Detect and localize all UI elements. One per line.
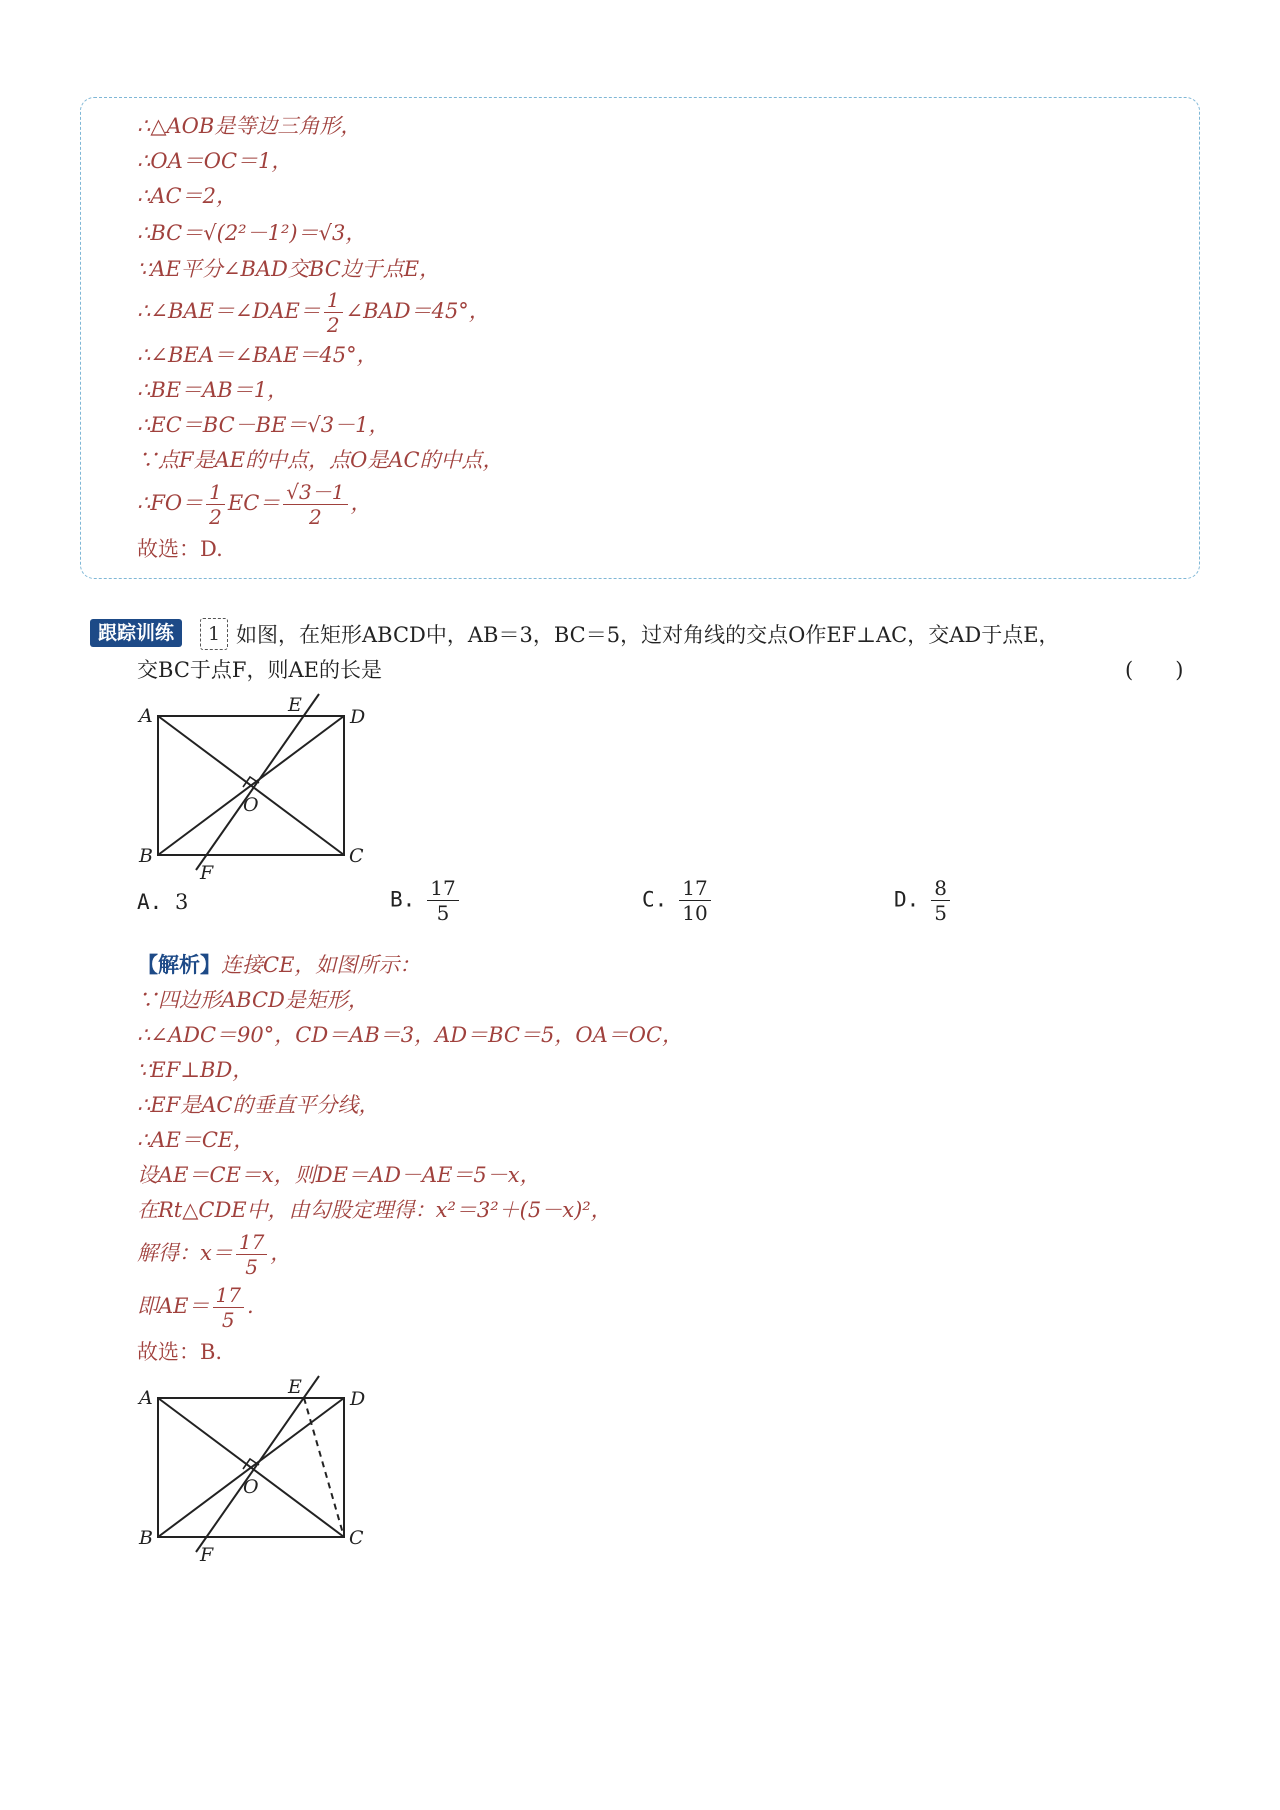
solve-denominator: 5 xyxy=(245,1255,258,1279)
analysis-solve-line xyxy=(137,1232,291,1277)
label-e-2: E xyxy=(288,1376,302,1398)
solution-line-3: ∴AC＝2， xyxy=(137,184,237,208)
analysis-solve-prefix: 解得：x＝ xyxy=(137,1241,233,1265)
option-d-letter: D. xyxy=(894,887,920,912)
option-b-letter: B. xyxy=(390,887,416,912)
analysis-label: 【解析】 xyxy=(137,952,221,977)
label-f-2: F xyxy=(200,1544,214,1566)
option-a-letter: A. xyxy=(137,890,163,914)
solution-line-6-prefix: ∴∠BAE＝∠DAE＝ xyxy=(137,299,321,323)
analysis-intro: 连接CE，如图所示： xyxy=(221,953,421,977)
solution-line-11-prefix: ∴FO＝ xyxy=(137,491,204,515)
ae-denominator: 5 xyxy=(221,1308,235,1332)
half-denominator: 2 xyxy=(326,313,340,337)
label-b-2: B xyxy=(139,1527,153,1549)
rectangle-diagram-with-ce xyxy=(130,1372,380,1572)
fo-result-denominator: 2 xyxy=(309,505,322,529)
fo-mid: EC＝ xyxy=(227,491,281,515)
solution-line-2: ∴OA＝OC＝1， xyxy=(137,149,293,173)
label-b: B xyxy=(139,845,153,867)
option-d[interactable] xyxy=(894,878,953,923)
option-d-numerator: 8 xyxy=(931,878,950,901)
analysis-line-5: ∴AE＝CE， xyxy=(137,1128,255,1152)
solve-numerator: 17 xyxy=(236,1232,267,1255)
fo-result-fraction xyxy=(283,482,347,527)
option-a[interactable] xyxy=(137,890,188,914)
solution-line-10: ∵点F是AE的中点，点O是AC的中点， xyxy=(137,448,504,472)
option-b-fraction xyxy=(427,878,458,923)
answer-bracket: ( ) xyxy=(1125,658,1184,682)
solution-line-5: ∵AE平分∠BAD交BC边于点E， xyxy=(137,257,441,281)
fo-tail: ， xyxy=(350,491,372,515)
solution-line-6 xyxy=(137,290,490,335)
label-d: D xyxy=(350,706,366,728)
option-c-letter: C. xyxy=(642,887,668,912)
solution-choice: 故选：D. xyxy=(137,537,223,561)
option-c-denominator: 10 xyxy=(682,901,708,925)
label-c-2: C xyxy=(349,1527,364,1549)
practice-number: 1 xyxy=(200,618,228,650)
solution-line-6-tail: ∠BAD＝45°， xyxy=(345,299,490,323)
analysis-line-3: ∵EF⊥BD， xyxy=(137,1058,254,1082)
fo-result-numerator: √3－1 xyxy=(283,482,347,505)
analysis-ae-line xyxy=(137,1285,254,1330)
analysis-line-7: 在Rt△CDE中，由勾股定理得：x²＝3²＋(5－x)²， xyxy=(137,1198,612,1222)
solution-line-1: ∴△AOB是等边三角形， xyxy=(137,114,362,138)
option-c-numerator: 17 xyxy=(679,878,710,901)
fo-half-numerator: 1 xyxy=(206,482,225,505)
question-line-1: 如图，在矩形ABCD中，AB＝3，BC＝5，过对角线的交点O作EF⊥AC，交AD于点E， xyxy=(236,623,1060,647)
ae-numerator: 17 xyxy=(213,1285,244,1308)
analysis-line-2: ∴∠ADC＝90°，CD＝AB＝3，AD＝BC＝5，OA＝OC， xyxy=(137,1023,684,1047)
label-a: A xyxy=(139,705,153,727)
analysis-choice: 故选：B. xyxy=(137,1340,223,1364)
solution-line-11 xyxy=(137,482,372,527)
option-c-fraction xyxy=(679,878,710,923)
fo-half-fraction xyxy=(206,482,225,527)
practice-tag: 跟踪训练 xyxy=(90,619,182,647)
analysis-line-6: 设AE＝CE＝x，则DE＝AD－AE＝5－x， xyxy=(137,1163,541,1187)
analysis-solve-tail: ， xyxy=(270,1241,292,1265)
analysis-ae-prefix: 即AE＝ xyxy=(137,1294,210,1318)
label-c: C xyxy=(349,845,364,867)
analysis-intro-line xyxy=(137,952,420,978)
label-a-2: A xyxy=(139,1387,153,1409)
label-d-2: D xyxy=(350,1388,366,1410)
solution-line-9: ∴EC＝BC－BE＝√3－1， xyxy=(137,413,390,437)
solve-fraction xyxy=(236,1232,267,1277)
option-a-value: 3 xyxy=(174,890,189,914)
analysis-ae-tail: . xyxy=(246,1294,254,1318)
question-line-2: 交BC于点F，则AE的长是 xyxy=(137,658,382,682)
option-b[interactable] xyxy=(390,878,462,923)
solution-line-8: ∴BE＝AB＝1， xyxy=(137,378,289,402)
dashed-line-ce xyxy=(304,1398,344,1537)
option-b-denominator: 5 xyxy=(436,901,450,925)
label-e: E xyxy=(288,694,302,716)
rectangle-diagram xyxy=(130,690,380,890)
option-d-denominator: 5 xyxy=(934,901,948,925)
label-f: F xyxy=(200,862,214,884)
analysis-line-1: ∵四边形ABCD是矩形， xyxy=(137,988,369,1012)
solution-line-4: ∴BC＝√(2²－1²)＝√3， xyxy=(137,221,367,245)
fo-half-denominator: 2 xyxy=(209,505,222,529)
solution-line-7: ∴∠BEA＝∠BAE＝45°， xyxy=(137,343,378,367)
analysis-line-4: ∴EF是AC的垂直平分线， xyxy=(137,1093,380,1117)
option-b-numerator: 17 xyxy=(427,878,458,901)
label-o-2: O xyxy=(243,1476,259,1498)
ae-fraction xyxy=(213,1285,244,1330)
option-c[interactable] xyxy=(642,878,714,923)
half-numerator: 1 xyxy=(324,290,343,313)
half-fraction xyxy=(324,290,343,335)
option-d-fraction xyxy=(931,878,950,923)
label-o: O xyxy=(243,794,259,816)
